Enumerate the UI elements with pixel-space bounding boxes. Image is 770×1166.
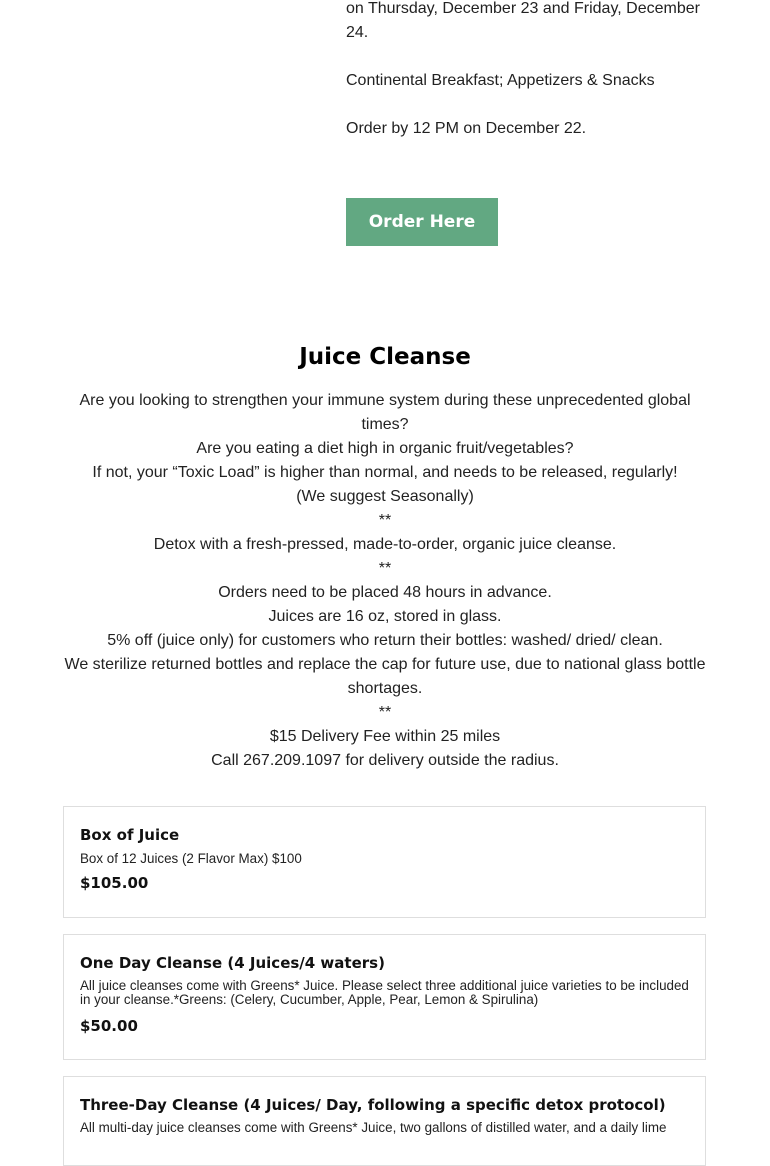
intro-line: We sterilize returned bottles and replace the cap for future use, due to national glass bottle shortages. [64, 656, 706, 697]
product-name[interactable]: One Day Cleanse (4 Juices/4 waters) [80, 954, 385, 972]
product-name[interactable]: Box of Juice [80, 826, 180, 844]
catering-details [346, 0, 706, 141]
product-card-three-day-cleanse[interactable] [63, 1076, 706, 1166]
intro-line: If not, your “Toxic Load” is higher than normal, and needs to be released, regularly! [92, 464, 678, 481]
intro-line: Detox with a fresh-pressed, made-to-order, organic juice cleanse. [153, 536, 617, 553]
intro-line: Call 267.209.1097 for delivery outside the radius. [211, 752, 559, 769]
intro-separator: ** [378, 512, 392, 529]
product-card-one-day-cleanse[interactable] [63, 934, 706, 1060]
intro-line: Juices are 16 oz, stored in glass. [268, 608, 502, 625]
product-price: $50.00 [80, 1017, 138, 1035]
intro-line: 5% off (juice only) for customers who return their bottles: washed/ dried/ clean. [107, 632, 663, 649]
catering-deadline-text: Order by 12 PM on December 22. [346, 120, 587, 137]
catering-menu-text: Continental Breakfast; Appetizers & Snacks [346, 72, 655, 89]
juice-cleanse-intro [60, 389, 710, 773]
juice-cleanse-title: Juice Cleanse [299, 344, 471, 370]
product-description: All multi-day juice cleanses come with Greens* Juice, two gallons of distilled water, and a daily lime [80, 1120, 667, 1135]
intro-line: Are you eating a diet high in organic fruit/vegetables? [196, 440, 574, 457]
product-description: Box of 12 Juices (2 Flavor Max) $100 [80, 851, 302, 866]
product-description: All juice cleanses come with Greens* Juice. Please select three additional juice varieties to be included in your cleanse.*Greens: (Celery, Cucumber, Apple, Pear, Lemon & Spirulina) [80, 978, 689, 1007]
intro-line: Orders need to be placed 48 hours in advance. [218, 584, 552, 601]
catering-dates-text: on Thursday, December 23 and Friday, December 24. [346, 0, 700, 41]
intro-separator: ** [378, 704, 392, 721]
product-name[interactable]: Three-Day Cleanse (4 Juices/ Day, following a specific detox protocol) [80, 1096, 666, 1114]
intro-separator: ** [378, 560, 392, 577]
order-here-button[interactable]: Order Here [346, 198, 498, 246]
product-price: $105.00 [80, 874, 149, 892]
intro-line: (We suggest Seasonally) [296, 488, 474, 505]
product-card-box-of-juice[interactable] [63, 806, 706, 918]
intro-line: $15 Delivery Fee within 25 miles [269, 728, 501, 745]
intro-line: Are you looking to strengthen your immune system during these unprecedented global times? [79, 392, 691, 433]
